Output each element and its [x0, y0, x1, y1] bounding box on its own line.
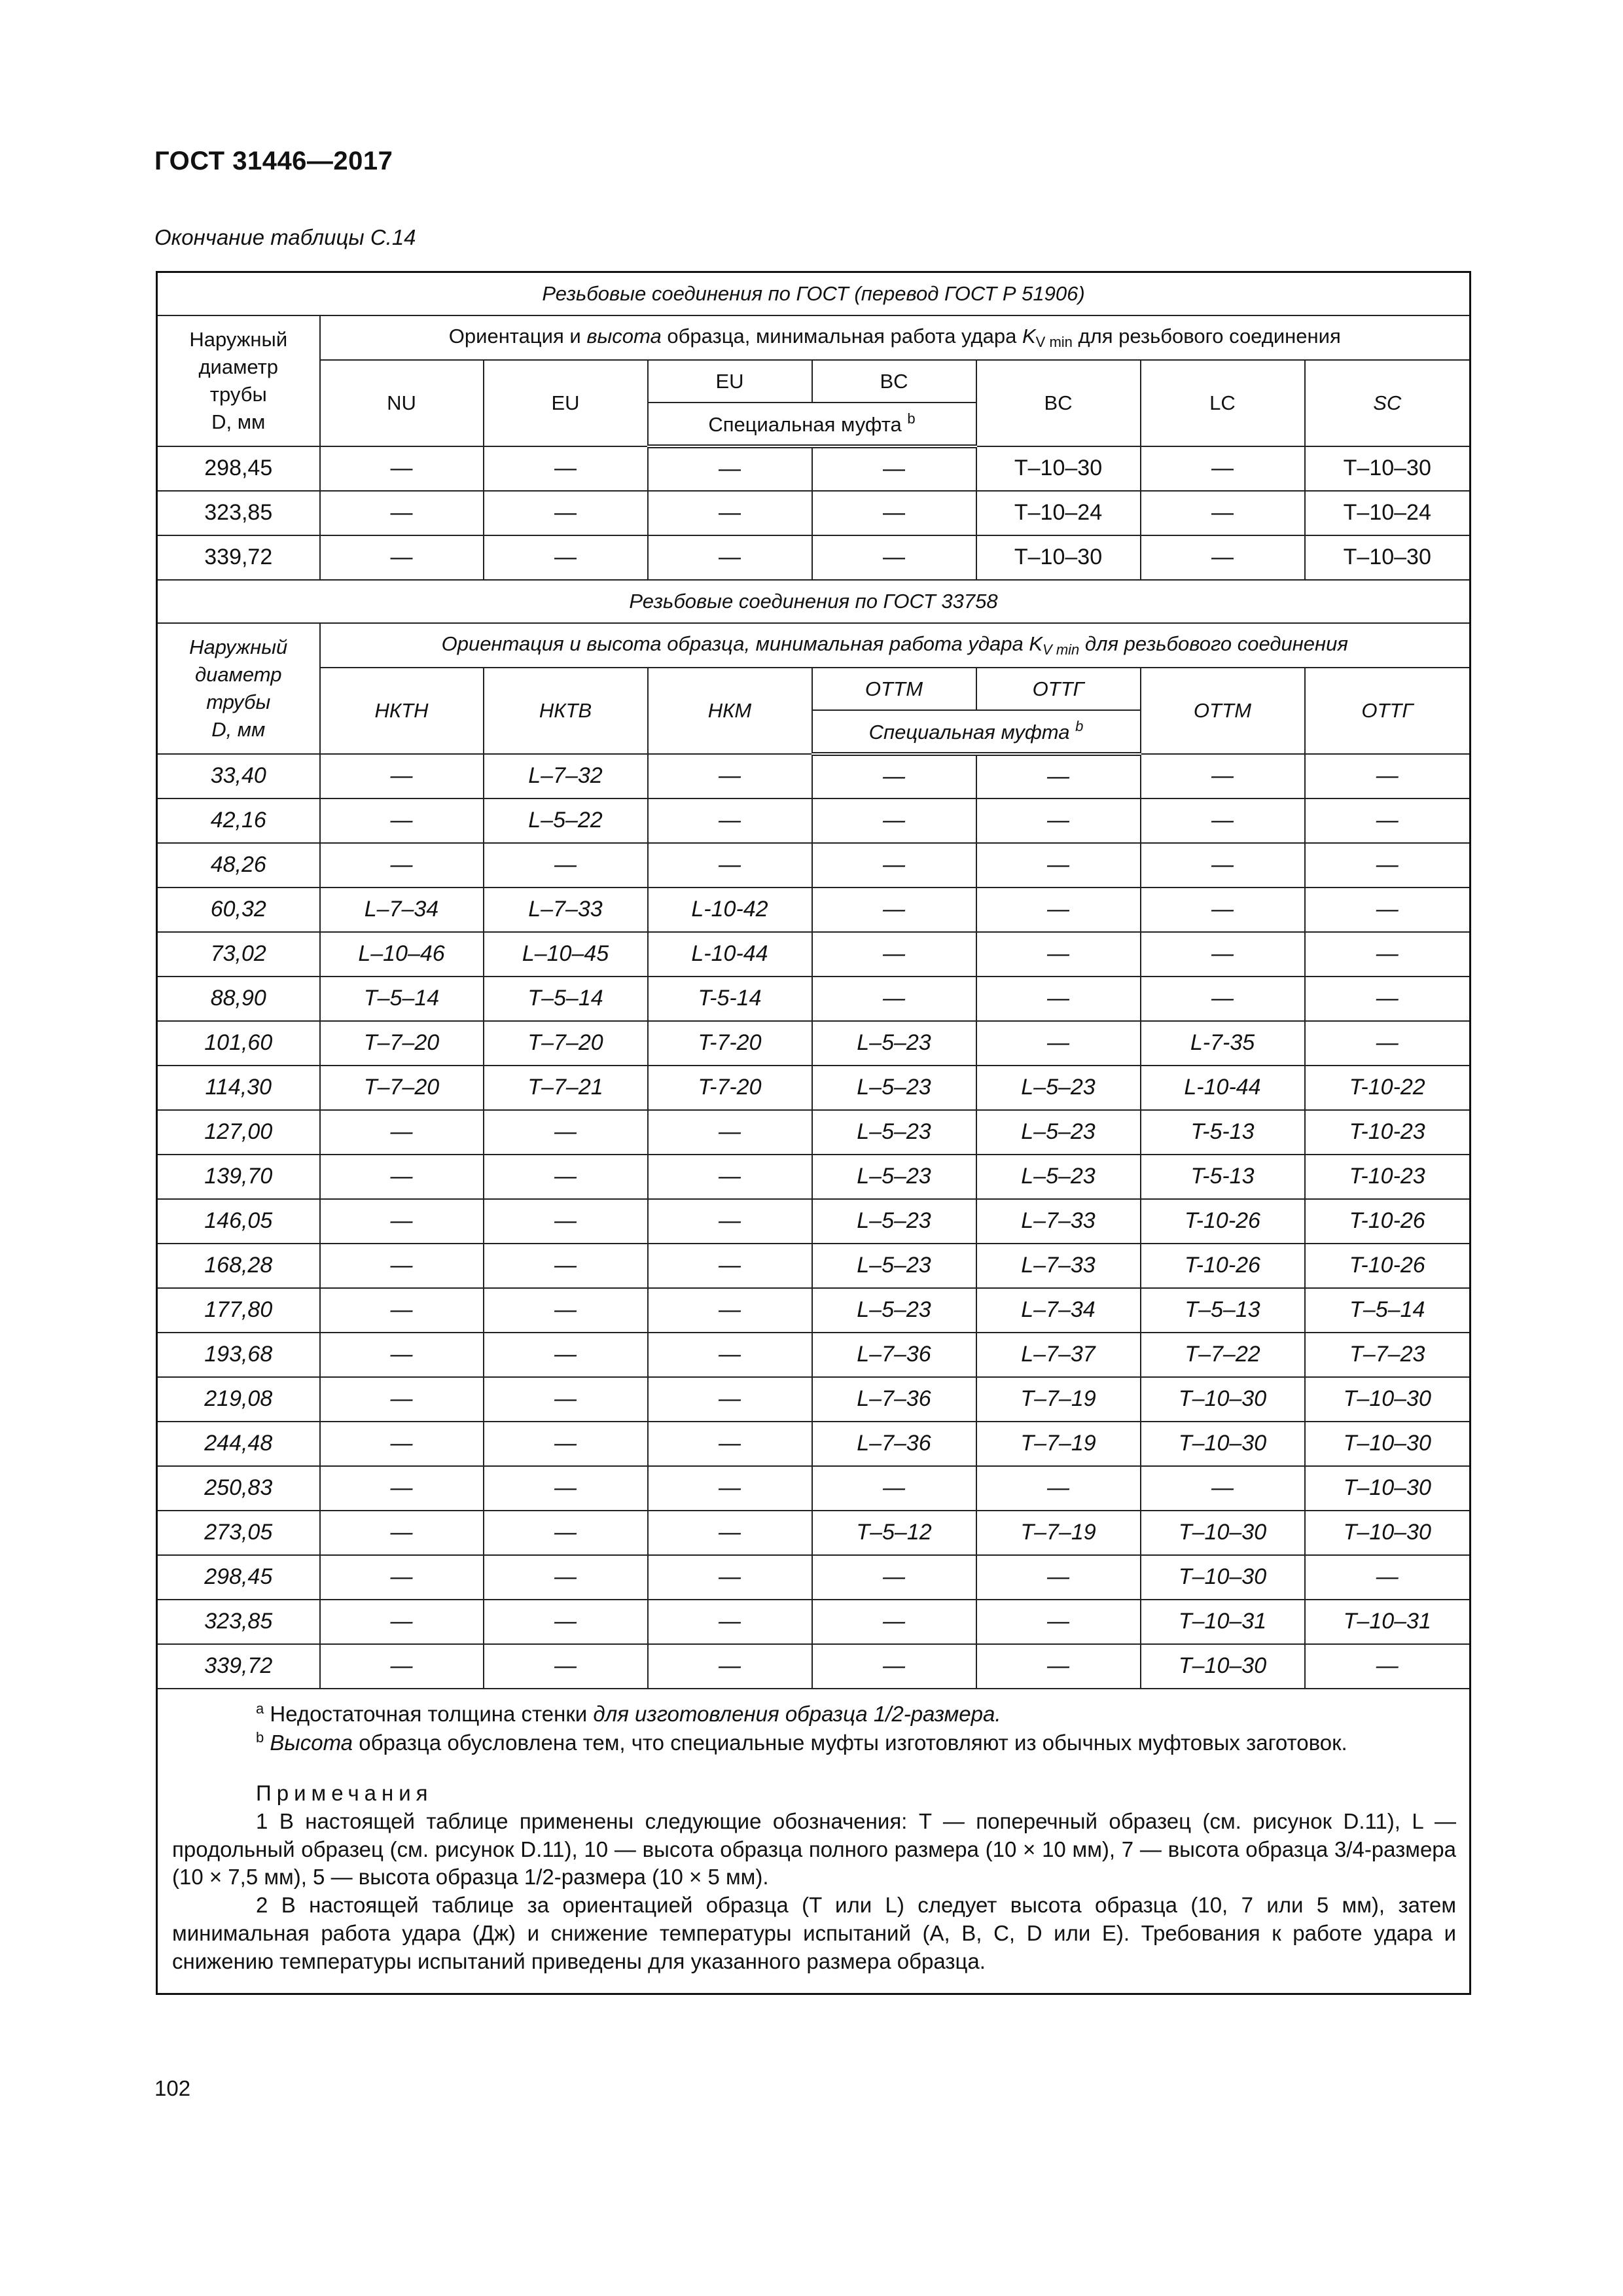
- value-cell: —: [484, 1422, 648, 1466]
- value-cell: T–10–30: [1305, 1511, 1471, 1555]
- value-cell: —: [812, 491, 976, 535]
- value-cell: —: [976, 1555, 1141, 1600]
- value-cell: —: [976, 1644, 1141, 1689]
- table-row: [157, 1466, 1471, 1511]
- table-row: [157, 1600, 1471, 1644]
- table-row: [157, 1110, 1471, 1155]
- col-header: НКТВ: [484, 668, 648, 754]
- value-cell: —: [320, 1155, 484, 1199]
- table-row: [157, 1511, 1471, 1555]
- diameter-cell: 339,72: [157, 535, 320, 580]
- value-cell: —: [648, 1110, 812, 1155]
- value-cell: L–7–33: [484, 888, 648, 932]
- value-cell: T-10-26: [1141, 1199, 1305, 1244]
- diam-header-line: трубы: [209, 383, 267, 406]
- value-cell: T–10–30: [976, 535, 1141, 580]
- value-cell: T–10–30: [1305, 446, 1471, 491]
- value-cell: —: [320, 754, 484, 798]
- table-row: [157, 1422, 1471, 1466]
- value-cell: —: [648, 1600, 812, 1644]
- value-cell: —: [484, 1288, 648, 1333]
- value-cell: T–7–19: [976, 1377, 1141, 1422]
- value-cell: L–5–23: [812, 1288, 976, 1333]
- value-cell: —: [812, 1600, 976, 1644]
- section-2-diameter-header: [157, 623, 320, 754]
- value-cell: L–5–23: [812, 1066, 976, 1110]
- value-cell: T–10–30: [1141, 1377, 1305, 1422]
- value-cell: —: [1141, 491, 1305, 535]
- table-row: [157, 1244, 1471, 1288]
- value-cell: —: [320, 1555, 484, 1600]
- section-2-orientation-header: [320, 623, 1471, 668]
- value-cell: —: [648, 754, 812, 798]
- value-cell: T-7-20: [648, 1066, 812, 1110]
- value-cell: —: [1141, 1466, 1305, 1511]
- page-number: 102: [154, 2076, 191, 2100]
- value-cell: T–10–30: [976, 446, 1141, 491]
- col-header: ОТТМ: [1141, 668, 1305, 754]
- value-cell: T–10–24: [1305, 491, 1471, 535]
- value-cell: T–10–31: [1305, 1600, 1471, 1644]
- value-cell: —: [976, 1466, 1141, 1511]
- table-row: [157, 535, 1471, 580]
- value-cell: L-10-44: [648, 932, 812, 977]
- value-cell: T–7–20: [320, 1021, 484, 1066]
- value-cell: —: [648, 1333, 812, 1377]
- table-row: [157, 1644, 1471, 1689]
- value-cell: L–5–23: [976, 1066, 1141, 1110]
- value-cell: —: [1141, 843, 1305, 888]
- col-header: BC: [976, 360, 1141, 446]
- diameter-cell: 219,08: [157, 1377, 320, 1422]
- diameter-cell: 298,45: [157, 1555, 320, 1600]
- diameter-cell: 177,80: [157, 1288, 320, 1333]
- value-cell: —: [812, 932, 976, 977]
- value-cell: —: [320, 535, 484, 580]
- table-row: [157, 1333, 1471, 1377]
- value-cell: T–10–30: [1305, 1422, 1471, 1466]
- value-cell: —: [1141, 932, 1305, 977]
- value-cell: —: [1141, 888, 1305, 932]
- value-cell: L–7–34: [976, 1288, 1141, 1333]
- value-cell: T–7–21: [484, 1066, 648, 1110]
- value-cell: T–10–30: [1305, 1466, 1471, 1511]
- value-cell: —: [648, 1199, 812, 1244]
- value-cell: —: [320, 1110, 484, 1155]
- value-cell: T–5–12: [812, 1511, 976, 1555]
- diameter-cell: 168,28: [157, 1244, 320, 1288]
- value-cell: L–5–23: [812, 1110, 976, 1155]
- footnote-a: [256, 1700, 1456, 1729]
- diameter-cell: 250,83: [157, 1466, 320, 1511]
- value-cell: L–5–23: [812, 1244, 976, 1288]
- diameter-cell: 88,90: [157, 977, 320, 1021]
- diam-header-line: D, мм: [211, 717, 266, 741]
- value-cell: —: [1141, 977, 1305, 1021]
- diam-header-line: диаметр: [195, 663, 282, 687]
- value-cell: —: [320, 1422, 484, 1466]
- orient-k-symbol: K: [1022, 325, 1036, 348]
- value-cell: —: [1141, 535, 1305, 580]
- value-cell: T–7–20: [320, 1066, 484, 1110]
- value-cell: L–7–32: [484, 754, 648, 798]
- section-1-orientation-header: [320, 315, 1471, 360]
- value-cell: —: [484, 1377, 648, 1422]
- notes-heading: Примечания: [256, 1780, 433, 1805]
- value-cell: —: [1305, 754, 1471, 798]
- value-cell: T-10-26: [1141, 1244, 1305, 1288]
- special-coupling-header: [812, 710, 1141, 754]
- diameter-cell: 193,68: [157, 1333, 320, 1377]
- value-cell: T–10–24: [976, 491, 1141, 535]
- diam-header-line: Наружный: [189, 636, 288, 659]
- col-header: НКМ: [648, 668, 812, 754]
- value-cell: —: [812, 535, 976, 580]
- value-cell: —: [320, 1333, 484, 1377]
- value-cell: —: [320, 1600, 484, 1644]
- value-cell: T–10–30: [1141, 1555, 1305, 1600]
- diam-header-line: Наружный: [189, 328, 288, 351]
- value-cell: —: [320, 798, 484, 843]
- orient-k-symbol: K: [1029, 632, 1043, 656]
- diameter-cell: 323,85: [157, 491, 320, 535]
- orient-text: для резьбового соединения: [1079, 632, 1348, 656]
- value-cell: L–5–23: [812, 1199, 976, 1244]
- diameter-cell: 339,72: [157, 1644, 320, 1689]
- value-cell: L-10-42: [648, 888, 812, 932]
- table-row: [157, 977, 1471, 1021]
- col-header: LC: [1141, 360, 1305, 446]
- table-caption: Окончание таблицы С.14: [154, 225, 416, 249]
- col-header: ОТТГ: [1305, 668, 1471, 754]
- diameter-cell: 48,26: [157, 843, 320, 888]
- diameter-cell: 273,05: [157, 1511, 320, 1555]
- value-cell: —: [1305, 1644, 1471, 1689]
- value-cell: —: [484, 1155, 648, 1199]
- diameter-cell: 146,05: [157, 1199, 320, 1244]
- diameter-cell: 323,85: [157, 1600, 320, 1644]
- value-cell: —: [484, 843, 648, 888]
- diameter-cell: 139,70: [157, 1155, 320, 1199]
- value-cell: —: [320, 1377, 484, 1422]
- value-cell: —: [484, 535, 648, 580]
- value-cell: —: [648, 535, 812, 580]
- value-cell: —: [812, 1555, 976, 1600]
- table-row: [157, 754, 1471, 798]
- table-row: [157, 1288, 1471, 1333]
- section-2-col-row: [157, 668, 1471, 710]
- value-cell: T-10-23: [1305, 1110, 1471, 1155]
- value-cell: T–5–14: [1305, 1288, 1471, 1333]
- note-1: 1 В настоящей таблице применены следующие обозначения: T — поперечный образец (см. рисунок D.11), L — продольный образец (см. рисунок D.11), 10 — высота образца полного размера (10 × 10 мм), 7 — высота образца 3/4-размера (10 × 7,5 мм), 5 — высота образца 1/2-размера (10 × 5 мм).: [172, 1808, 1457, 1890]
- table-row: [157, 491, 1471, 535]
- diam-header-line: D, мм: [211, 410, 266, 433]
- value-cell: —: [812, 888, 976, 932]
- value-cell: —: [1141, 754, 1305, 798]
- value-cell: —: [648, 843, 812, 888]
- col-header: ОТТМ: [812, 668, 976, 710]
- note-2: 2 В настоящей таблице за ориентацией образца (T или L) следует высота образца (10, 7 или 5 мм), затем минимальная работа удара (Дж) и снижение температуры испытаний (A, B, C, D или E). Требования к работе удара и снижению температуры испытаний приведены для указанного размера образца.: [172, 1893, 1457, 1974]
- value-cell: T-10-26: [1305, 1244, 1471, 1288]
- value-cell: —: [976, 1600, 1141, 1644]
- document-title: ГОСТ 31446—2017: [154, 147, 393, 175]
- value-cell: T–7–22: [1141, 1333, 1305, 1377]
- value-cell: T-5-13: [1141, 1110, 1305, 1155]
- table-row: [157, 843, 1471, 888]
- value-cell: —: [320, 446, 484, 491]
- value-cell: —: [484, 1110, 648, 1155]
- diameter-cell: 101,60: [157, 1021, 320, 1066]
- col-header: NU: [320, 360, 484, 446]
- footnote-italic: Высота: [264, 1730, 353, 1755]
- diameter-cell: 60,32: [157, 888, 320, 932]
- value-cell: T-7-20: [648, 1021, 812, 1066]
- value-cell: T–10–30: [1305, 1377, 1471, 1422]
- value-cell: L–5–23: [976, 1110, 1141, 1155]
- orient-text: Ориентация и высота образца, минимальная работа удара: [441, 632, 1029, 656]
- value-cell: —: [484, 491, 648, 535]
- value-cell: T–5–13: [1141, 1288, 1305, 1333]
- value-cell: —: [1305, 888, 1471, 932]
- special-text: Специальная муфта: [708, 413, 902, 437]
- value-cell: —: [812, 1644, 976, 1689]
- value-cell: —: [648, 1466, 812, 1511]
- value-cell: —: [320, 843, 484, 888]
- value-cell: —: [976, 888, 1141, 932]
- value-cell: —: [648, 1155, 812, 1199]
- value-cell: —: [976, 932, 1141, 977]
- footnote-text: образца обусловлена тем, что специальные муфты изготовляют из обычных муфтовых заготовок.: [353, 1730, 1347, 1755]
- table-row: [157, 1555, 1471, 1600]
- value-cell: T–5–14: [320, 977, 484, 1021]
- diameter-cell: 244,48: [157, 1422, 320, 1466]
- value-cell: L–7–33: [976, 1244, 1141, 1288]
- notes-cell: [157, 1689, 1471, 1994]
- section-1-title: Резьбовые соединения по ГОСТ (перевод ГОСТ Р 51906): [157, 272, 1471, 316]
- value-cell: L–7–33: [976, 1199, 1141, 1244]
- footnote-mark: b: [1075, 718, 1084, 735]
- col-header: ОТТГ: [976, 668, 1141, 710]
- table-row: [157, 1377, 1471, 1422]
- value-cell: —: [812, 798, 976, 843]
- table-row: [157, 798, 1471, 843]
- orient-italic: высота: [586, 325, 662, 348]
- col-header: EU: [648, 360, 812, 403]
- value-cell: L–5–23: [812, 1021, 976, 1066]
- value-cell: L-10-44: [1141, 1066, 1305, 1110]
- section-1-header-row: [157, 315, 1471, 360]
- value-cell: —: [1141, 446, 1305, 491]
- value-cell: —: [648, 1377, 812, 1422]
- notes-row: [157, 1689, 1471, 1994]
- value-cell: —: [484, 1555, 648, 1600]
- table-row: [157, 888, 1471, 932]
- table-row: [157, 932, 1471, 977]
- value-cell: L–10–46: [320, 932, 484, 977]
- value-cell: —: [1305, 1555, 1471, 1600]
- value-cell: —: [484, 1511, 648, 1555]
- value-cell: L–10–45: [484, 932, 648, 977]
- orient-subscript: V min: [1043, 641, 1080, 658]
- value-cell: —: [484, 1600, 648, 1644]
- col-header: НКТН: [320, 668, 484, 754]
- value-cell: —: [484, 1466, 648, 1511]
- col-header: SC: [1305, 360, 1471, 446]
- special-coupling-header: [648, 403, 976, 446]
- value-cell: L–7–37: [976, 1333, 1141, 1377]
- value-cell: L-7-35: [1141, 1021, 1305, 1066]
- value-cell: —: [812, 754, 976, 798]
- section-1-diameter-header: [157, 315, 320, 446]
- orient-text: для резьбового соединения: [1072, 325, 1341, 348]
- impact-requirements-table: [156, 271, 1471, 1995]
- value-cell: —: [812, 977, 976, 1021]
- footnote-mark: a: [256, 1700, 264, 1717]
- value-cell: —: [1305, 843, 1471, 888]
- table-row: [157, 1155, 1471, 1199]
- value-cell: —: [484, 1644, 648, 1689]
- value-cell: —: [320, 1466, 484, 1511]
- value-cell: —: [648, 1422, 812, 1466]
- special-text: Специальная муфта: [868, 721, 1070, 744]
- value-cell: —: [1305, 1021, 1471, 1066]
- value-cell: —: [648, 1288, 812, 1333]
- section-2-title: Резьбовые соединения по ГОСТ 33758: [157, 580, 1471, 623]
- value-cell: —: [320, 1511, 484, 1555]
- value-cell: T–10–30: [1141, 1511, 1305, 1555]
- footnote-b: [256, 1729, 1456, 1757]
- section-2-title-row: [157, 580, 1471, 623]
- value-cell: L–7–36: [812, 1377, 976, 1422]
- table-row: [157, 1066, 1471, 1110]
- diameter-cell: 298,45: [157, 446, 320, 491]
- value-cell: —: [484, 1333, 648, 1377]
- footnote-text: Недостаточная толщина стенки: [264, 1702, 594, 1726]
- value-cell: T-10-26: [1305, 1199, 1471, 1244]
- value-cell: L–7–36: [812, 1333, 976, 1377]
- value-cell: —: [1305, 798, 1471, 843]
- footnote-italic: для изготовления образца 1/2-размера.: [593, 1702, 1001, 1726]
- orient-text: образца, минимальная работа удара: [661, 325, 1022, 348]
- table-row: [157, 1199, 1471, 1244]
- value-cell: T–7–20: [484, 1021, 648, 1066]
- value-cell: —: [648, 1511, 812, 1555]
- diameter-cell: 33,40: [157, 754, 320, 798]
- value-cell: T–10–31: [1141, 1600, 1305, 1644]
- value-cell: T–5–14: [484, 977, 648, 1021]
- value-cell: L–5–23: [812, 1155, 976, 1199]
- diam-header-line: трубы: [206, 691, 271, 713]
- diameter-cell: 114,30: [157, 1066, 320, 1110]
- value-cell: —: [320, 1288, 484, 1333]
- value-cell: —: [648, 798, 812, 843]
- value-cell: —: [1305, 932, 1471, 977]
- value-cell: —: [812, 1466, 976, 1511]
- value-cell: —: [320, 491, 484, 535]
- value-cell: T-5-14: [648, 977, 812, 1021]
- value-cell: —: [812, 843, 976, 888]
- section-2-header-row: [157, 623, 1471, 668]
- value-cell: —: [976, 977, 1141, 1021]
- value-cell: —: [648, 1644, 812, 1689]
- diameter-cell: 127,00: [157, 1110, 320, 1155]
- value-cell: —: [1141, 798, 1305, 843]
- value-cell: T–7–19: [976, 1422, 1141, 1466]
- col-header: EU: [484, 360, 648, 446]
- value-cell: T-5-13: [1141, 1155, 1305, 1199]
- footnote-mark: b: [907, 410, 916, 427]
- value-cell: —: [976, 1021, 1141, 1066]
- value-cell: —: [976, 843, 1141, 888]
- value-cell: —: [648, 446, 812, 491]
- value-cell: —: [484, 1244, 648, 1288]
- value-cell: —: [320, 1244, 484, 1288]
- orient-subscript: V min: [1035, 334, 1073, 351]
- value-cell: —: [1305, 977, 1471, 1021]
- diameter-cell: 42,16: [157, 798, 320, 843]
- value-cell: L–5–23: [976, 1155, 1141, 1199]
- section-1-title-row: [157, 272, 1471, 316]
- value-cell: T–10–30: [1141, 1644, 1305, 1689]
- value-cell: —: [484, 446, 648, 491]
- value-cell: —: [648, 1555, 812, 1600]
- value-cell: —: [320, 1644, 484, 1689]
- value-cell: T–7–19: [976, 1511, 1141, 1555]
- section-1-col-row: [157, 360, 1471, 403]
- diameter-cell: 73,02: [157, 932, 320, 977]
- value-cell: —: [976, 798, 1141, 843]
- value-cell: L–7–36: [812, 1422, 976, 1466]
- value-cell: L–5–22: [484, 798, 648, 843]
- value-cell: L–7–34: [320, 888, 484, 932]
- table-row: [157, 1021, 1471, 1066]
- value-cell: T–7–23: [1305, 1333, 1471, 1377]
- value-cell: —: [976, 754, 1141, 798]
- value-cell: T-10-22: [1305, 1066, 1471, 1110]
- footnote-mark: b: [256, 1729, 264, 1746]
- table-row: [157, 446, 1471, 491]
- value-cell: T–10–30: [1305, 535, 1471, 580]
- value-cell: T-10-23: [1305, 1155, 1471, 1199]
- value-cell: —: [484, 1199, 648, 1244]
- value-cell: —: [320, 1199, 484, 1244]
- diam-header-line: диаметр: [198, 355, 279, 379]
- orient-text: Ориентация и: [448, 325, 587, 348]
- value-cell: —: [648, 491, 812, 535]
- col-header: BC: [812, 360, 976, 403]
- value-cell: T–10–30: [1141, 1422, 1305, 1466]
- value-cell: —: [648, 1244, 812, 1288]
- value-cell: —: [812, 446, 976, 491]
